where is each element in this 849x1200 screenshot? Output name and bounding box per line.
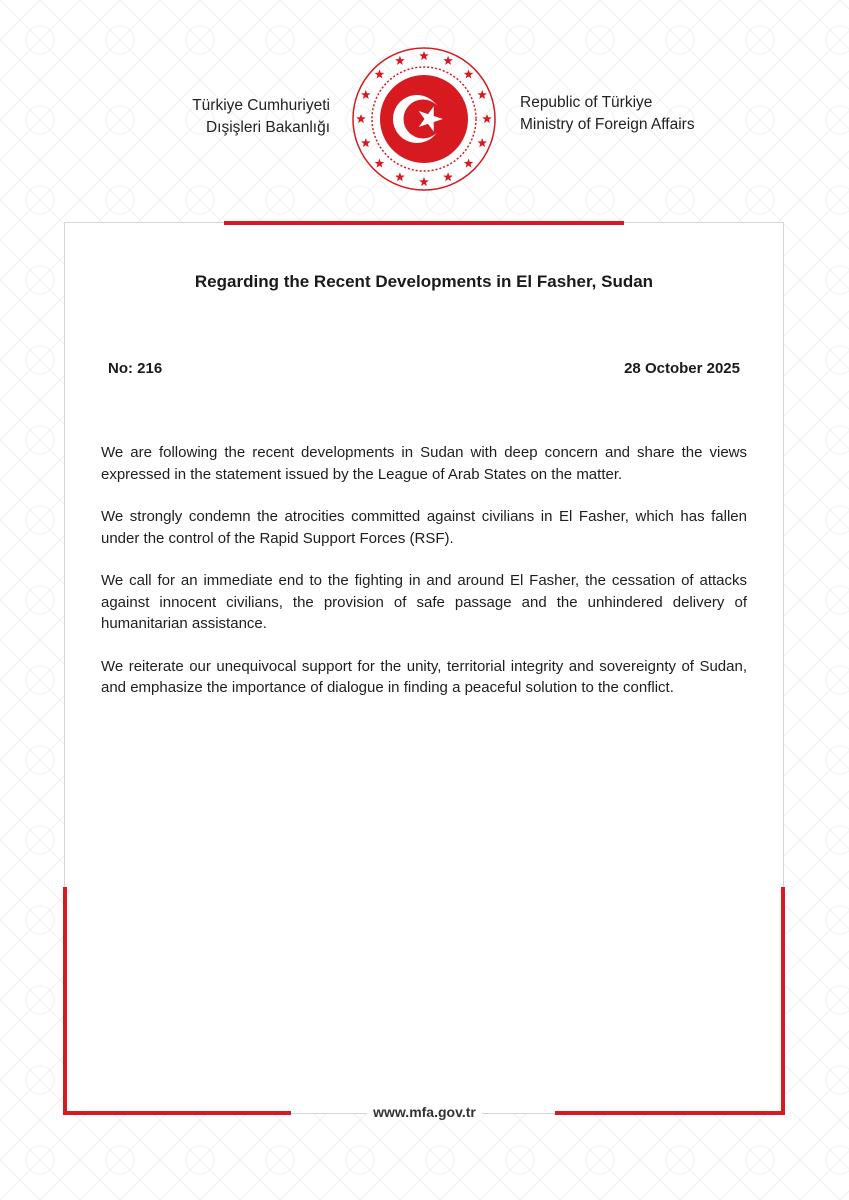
letterhead <box>0 0 849 210</box>
emblem-star <box>482 114 492 123</box>
emblem-star <box>375 69 385 78</box>
body-paragraph: We call for an immediate end to the fighting in and around El Fasher, the cessation of attacks against innocent civilians, the provision of safe passage and the unhindered delivery of humanitarian assistance. <box>101 572 747 632</box>
body-paragraph: We strongly condemn the atrocities committed against civilians in El Fasher, which has fallen under the control of the Rapid Support Forces (RSF). <box>101 508 747 547</box>
emblem-star <box>443 172 453 181</box>
org-name-turkish <box>192 95 330 139</box>
emblem-star <box>356 114 366 123</box>
body-paragraph: We are following the recent developments in Sudan with deep concern and share the views expressed in the statement issued by the League of Arab States on the matter. <box>101 444 747 483</box>
emblem-star <box>419 177 429 186</box>
document-body <box>101 442 747 720</box>
document-content <box>64 222 784 1114</box>
emblem-star <box>477 138 487 147</box>
org-en-line2: Ministry of Foreign Affairs <box>520 116 695 133</box>
website-link[interactable]: www.mfa.gov.tr <box>367 1104 482 1120</box>
body-paragraph: We reiterate our unequivocal support for the unity, territorial integrity and sovereignty of Sudan, and emphasize the importance of dialogue in finding a peaceful solution to the conflict. <box>101 657 747 696</box>
org-name-english <box>520 92 695 136</box>
emblem-star <box>361 138 371 147</box>
emblem-star <box>361 90 371 99</box>
org-tr-line1: Türkiye Cumhuriyeti <box>192 97 330 114</box>
emblem-star <box>464 69 474 78</box>
emblem-star <box>395 172 405 181</box>
emblem-star <box>419 51 429 60</box>
emblem-star <box>477 90 487 99</box>
document-number: No: 216 <box>108 360 163 377</box>
org-en-line1: Republic of Türkiye <box>520 94 653 111</box>
org-tr-line2: Dışişleri Bakanlığı <box>205 119 330 136</box>
emblem-star <box>375 159 385 168</box>
footer-website <box>0 1104 849 1120</box>
emblem-star <box>464 159 474 168</box>
document-date: 28 October 2025 <box>624 360 740 377</box>
emblem-star <box>443 56 453 65</box>
document-title: Regarding the Recent Developments in El Fasher, Sudan <box>194 272 654 291</box>
ministry-emblem-icon <box>349 44 499 194</box>
emblem-star <box>395 56 405 65</box>
